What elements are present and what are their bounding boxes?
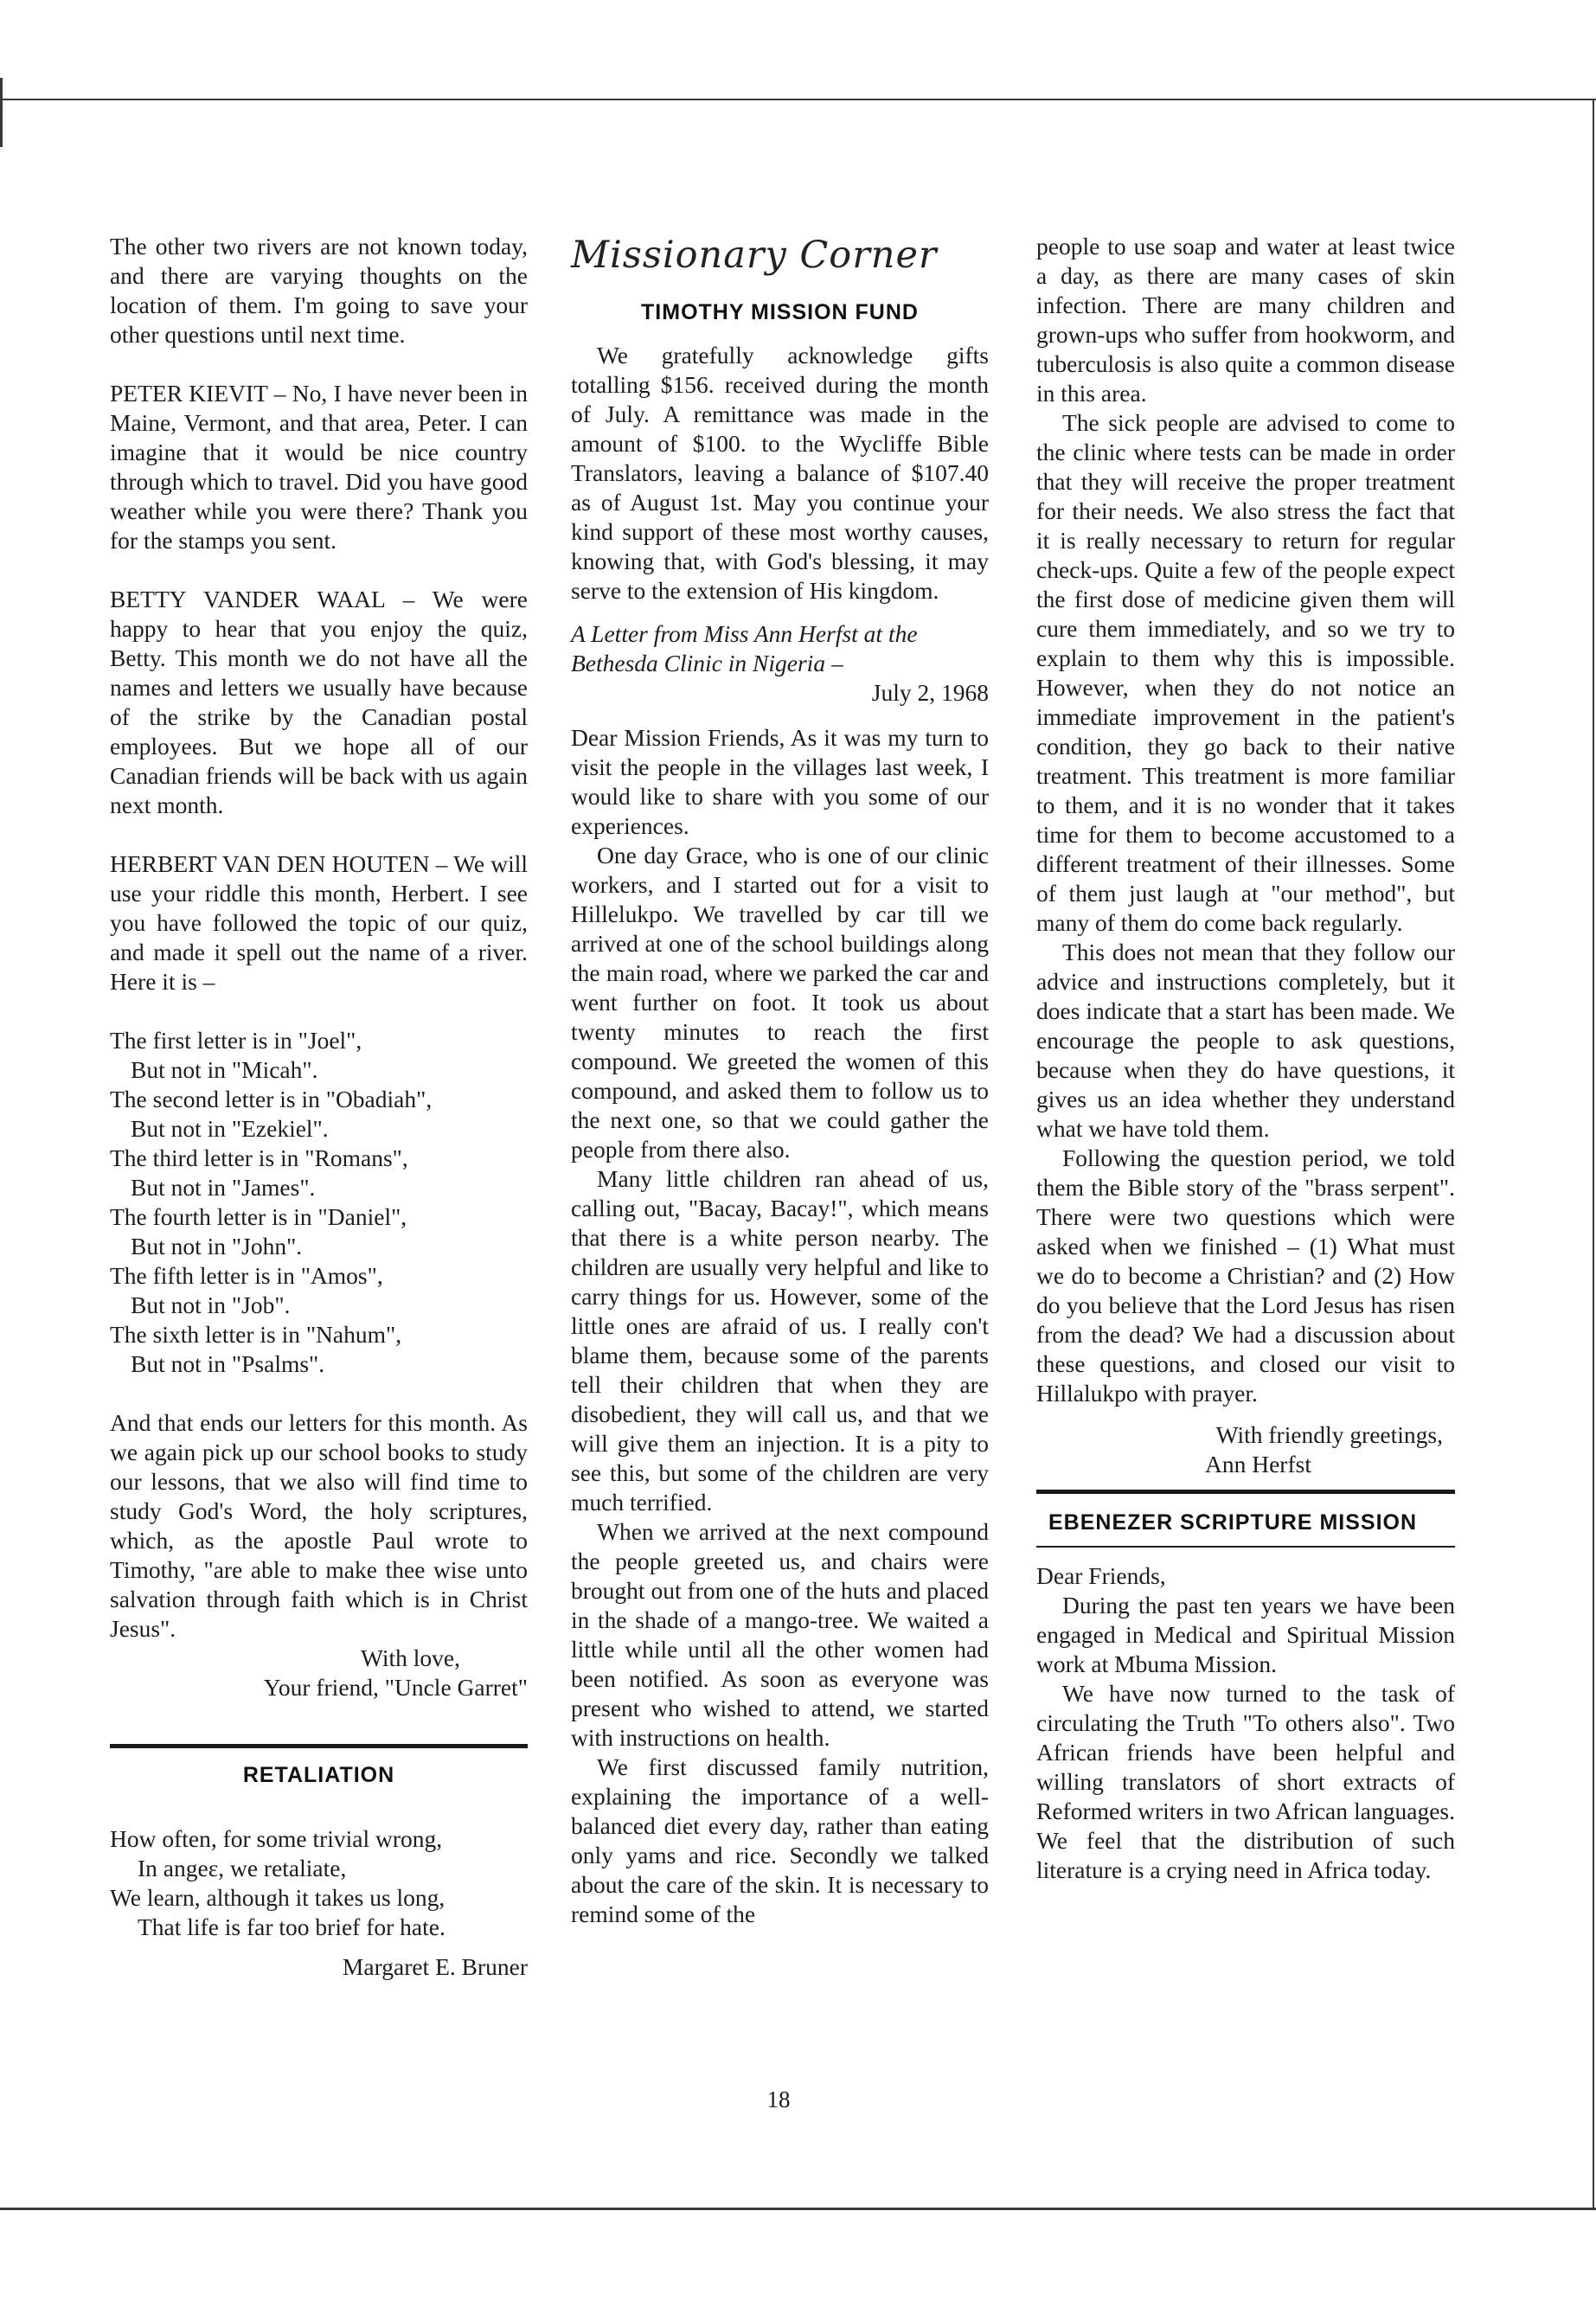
retaliation-poem [110,1824,528,1942]
riddle-line: The sixth letter is in "Nahum", [110,1321,402,1348]
timothy-fund-heading: TIMOTHY MISSION FUND [641,300,919,324]
letter-paragraph: The sick people are advised to come to the clinic where tests can be made in order that they will receive the proper treatment for their needs. We also stress the fact that it is really necessary to return for regular check-ups. Quite a few of the people expect the first dose of medicine given them will cure them immediately, and so we try to explain to them why this is impossible. However, when they do not notice an immediate improvement in the patient's condition, they go back to their native treatment. This treatment is more familiar to them, and it is no wonder that it takes time for them to become accustomed to a different treatment of their illnesses. Some of them just laugh at "our method", but many of them do come back regularly. [1036,409,1455,936]
poem-line: How often, for some trivial wrong, [110,1825,443,1852]
riddle-line: But not in "Ezekiel". [131,1115,329,1142]
poem-line: That life is far too brief for hate. [138,1913,445,1940]
riddle-line: But not in "John". [131,1233,303,1259]
riddle-line: The third letter is in "Romans", [110,1144,408,1171]
peter-letter-reply: PETER KIEVIT – No, I have never been in Maine, Vermont, and that area, Peter. I can imagine that it would be nice country through which to travel. Did you have good weather while you were there? Thank you for the stamps you sent. [110,380,528,554]
letter-paragraph: This does not mean that they follow our advice and instructions completely, but it does indicate that a start has been made. We encourage the people to ask questions, because when they do have questions, it gives us an idea whether they understand what we have told them. [1036,939,1455,1142]
betty-letter-reply: BETTY VANDER WAAL – We were happy to hear that you enjoy the quiz, Betty. This month we do not have all the names and letters we usually have because of the strike by the Canadian postal employees. But we hope all of our Canadian friends will be back with us again next month. [110,586,528,818]
right-column [1036,232,1455,1885]
closing-paragraph: And that ends our letters for this month. As we again pick up our school books to study our lessons, that we also will find time to study God's Word, the holy scriptures, which, as the apostle Paul wrote to Timothy, "are able to make thee wise unto salvation through faith which is in Christ Jesus". [110,1409,528,1642]
letter-greeting: With friendly greetings, [1215,1421,1443,1448]
riddle-line: The first letter is in "Joel", [110,1027,362,1054]
riddle-line: But not in "Psalms". [131,1350,325,1377]
riddle-line: But not in "Job". [131,1292,291,1318]
sign-off-name: Your friend, "Uncle Garret" [263,1674,528,1701]
letter-paragraph: Many little children ran ahead of us, calling out, "Bacay, Bacay!", which means that there is a white person nearby. The children are usually very helpful and like to carry things for us. However, some of the little ones are afraid of us. I really con't blame them, because some of the parents tell their children that when they are disobedient, they will call us, and that we will give them an injection. It is a pity to see this, but some of the children are very much terrified. [571,1165,989,1516]
page-border-left [0,78,3,147]
riddle-verse [110,1026,528,1379]
letter-paragraph: When we arrived at the next compound the people greeted us, and chairs were brought out from one of the huts and placed in the shade of a mango-tree. We waited a little while until all the other women had been notified. As soon as everyone was present who wished to attend, we started with instructions on health. [571,1518,989,1751]
ebenezer-heading: EBENEZER SCRIPTURE MISSION [1048,1510,1418,1535]
page-border-top [0,99,1596,100]
letter-paragraph: One day Grace, who is one of our clinic workers, and I started out for a visit to Hillelukpo. We travelled by car till we arrived at one of the school buildings along the main road, where we parked the car and went further on foot. It took us about twenty minutes to reach the first compound. We greeted the women of this compound, and asked them to follow us to the next one, so that we could gather the people from there also. [571,842,989,1163]
letter-date: July 2, 1968 [871,679,989,706]
retaliation-heading: RETALIATION [242,1763,395,1787]
page-border-right [1593,99,1594,2209]
riddle-line: But not in "Micah". [131,1056,318,1083]
page-number: 18 [766,2086,791,2112]
page-border-bottom [0,2208,1596,2210]
left-column [110,232,528,1982]
letter-paragraph: people to use soap and water at least twice a day, as there are many cases of skin infection. There are many children and grown-ups who suffer from hookworm, and tuberculosis is also quite a common disease in this area. [1036,233,1455,407]
fund-paragraph: We gratefully acknowledge gifts totalling $156. received during the month of July. A remittance was made in the amount of $100. to the Wycliffe Bible Translators, leaving a balance of $107.40 as of August 1st. May you continue your kind support of these most worthy causes, knowing that, with God's blessing, it may serve to the extension of His kingdom. [571,342,989,604]
herbert-letter-reply: HERBERT VAN DEN HOUTEN – We will use your riddle this month, Herbert. I see you have followed the topic of our quiz, and made it spell out the name of a river. Here it is – [110,850,528,995]
riddle-line: But not in "James". [131,1174,316,1201]
ebenezer-paragraph: During the past ten years we have been engaged in Medical and Spiritual Mission work at Mbuma Mission. [1036,1592,1455,1677]
ebenezer-paragraph: We have now turned to the task of circulating the Truth "To others also". Two African friends have been helpful and willing translators of short extracts of Reformed writers in two African languages. We feel that the distribution of such literature is a crying need in Africa today. [1036,1680,1455,1883]
poem-author: Margaret E. Bruner [342,1953,528,1980]
poem-line: We learn, although it takes us long, [110,1884,445,1911]
letter-paragraph: Dear Mission Friends, As it was my turn to visit the people in the villages last week, I would like to share with you some of our experiences. [571,724,989,839]
riddle-line: The fourth letter is in "Daniel", [110,1203,407,1230]
missionary-corner-title: Missionary Corner [571,234,938,277]
riddle-line: The fifth letter is in "Amos", [110,1262,383,1289]
letter-intro: A Letter from Miss Ann Herfst at the Bethesda Clinic in Nigeria – [571,620,918,676]
letter-paragraph: We first discussed family nutrition, explaining the importance of a well-balanced diet every day, rather than eating only yams and rice. Secondly we talked about the care of the skin. It is necessary to remind some of the [571,1753,989,1927]
ebenezer-salutation: Dear Friends, [1036,1562,1166,1589]
riddle-line: The second letter is in "Obadiah", [110,1086,433,1112]
intro-paragraph: The other two rivers are not known today, and there are varying thoughts on the location of them. I'm going to save your other questions until next time. [110,233,528,348]
middle-column [571,234,989,1929]
poem-line: In angeɛ, we retaliate, [138,1855,347,1881]
letter-paragraph: Following the question period, we told them the Bible story of the "brass serpent". There were two questions which were asked when we finished – (1) What must we do to become a Christian? and (2) How do you believe that the Lord Jesus has risen from the dead? We had a discussion about these questions, and closed our visit to Hillalukpo with prayer. [1036,1144,1455,1407]
sign-off-line: With love, [361,1644,460,1671]
letter-signature: Ann Herfst [1205,1451,1311,1477]
